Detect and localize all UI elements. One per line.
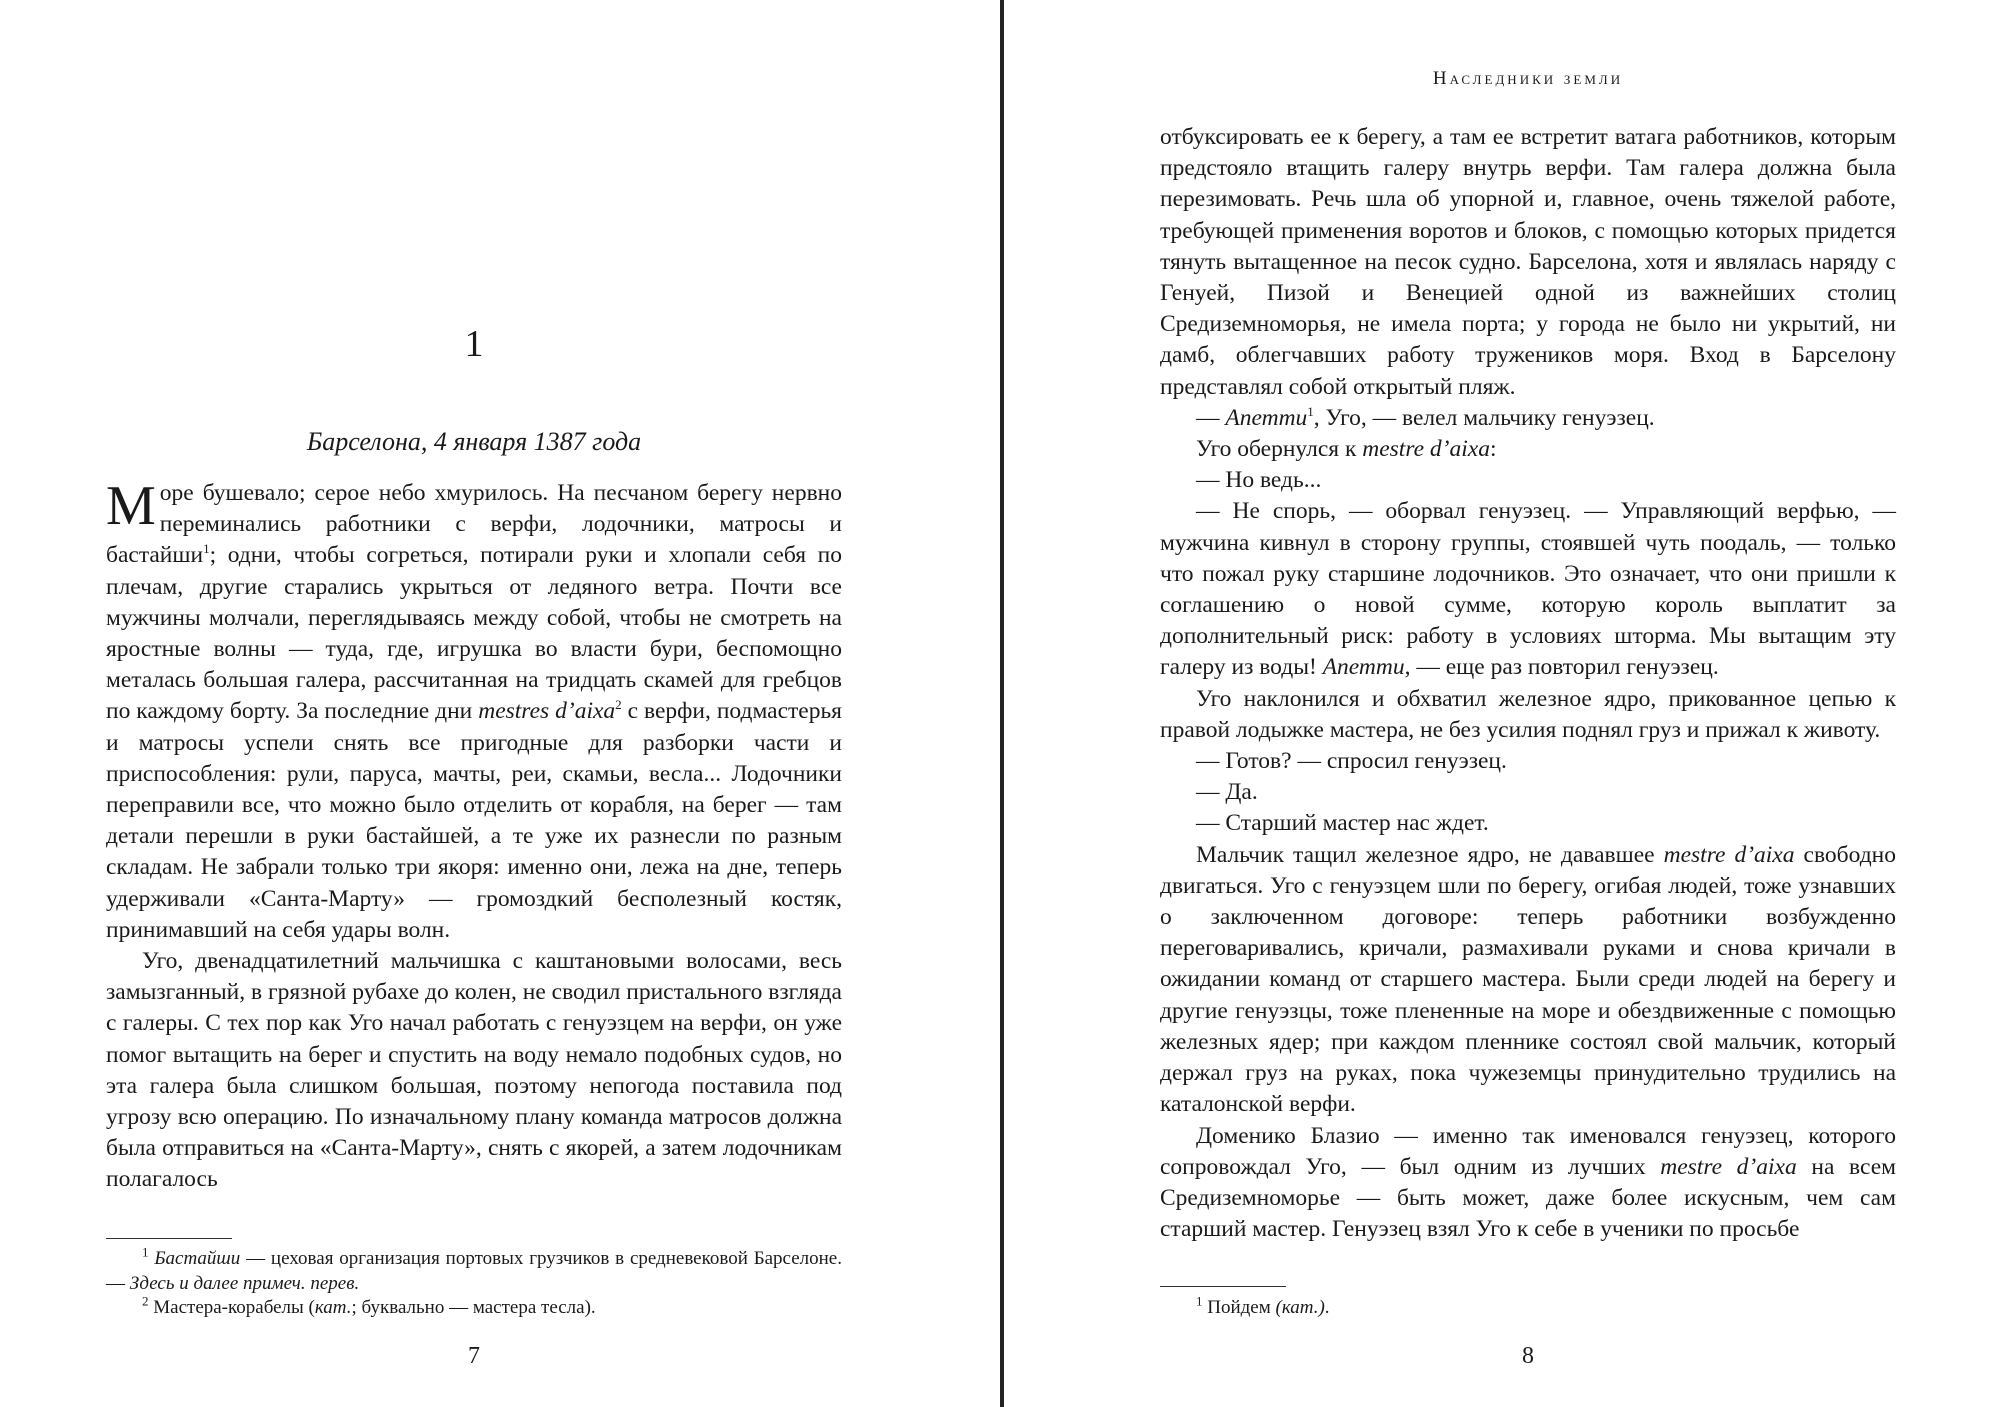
footnote-ref: 2: [615, 697, 622, 713]
page-number: 8: [1522, 1343, 1534, 1369]
paragraph: Мальчик тащил железное ядро, не дававшее mestre d’aixa свободно двигаться. Уго с генуэзцем шли по берегу, огибая людей, тоже узнавших о заключенном договоре: теперь работники возбужденно переговаривались, кричали, размахивали руками и снова кричали в ожидании команд от старшего мастера. Были среди людей на берегу и другие генуэзцы, тоже плененные на море и обездвиженные с помощью железных ядер; при каждом пленнике состоял свой мальчик, который держал груз на руках, пока чужеземцы принудительно трудились на каталонской верфи.: [1160, 841, 1896, 1118]
paragraph: отбуксировать ее к берегу, а там ее встретит ватага работников, которым предстояло втащить галеру внутрь верфи. Там галера должна была перезимовать. Речь шла об упорной и, главное, очень тяжелой работе, требующей применения воротов и блоков, с помощью которых придется тянуть вытащенное на песок судно. Барселона, хотя и являлась наряду с Генуей, Пизой и Венецией одной из важнейших столиц Средиземноморья, не имела порта; у города не было ни укрытий, ни дамб, облегчавших работу тружеников моря. Вход в Барселону представлял собой открытый пляж.: [1160, 124, 1896, 400]
left-body-text: [106, 475, 842, 1196]
right-body-text: [1160, 122, 1896, 1245]
book-spine: [1000, 0, 1004, 1407]
paragraph: Уго наклонился и обхватил железное ядро, прикованное цепью к правой лодыжке мастера, не без усилия поднял груз и прижал к животу.: [1160, 685, 1896, 743]
left-page: [106, 0, 842, 1407]
left-footnotes: [106, 1244, 842, 1321]
footnote-ref: 1: [203, 541, 210, 557]
running-head: Наследники земли: [1432, 68, 1624, 89]
footnote-rule: [1160, 1286, 1286, 1287]
paragraph: — Готов? — спросил генуэзец.: [1196, 748, 1507, 775]
footnote-rule: [106, 1238, 232, 1239]
paragraph: Доменико Блазио — именно так именовался генуэзец, которого сопровождал Уго, — был одним из лучших mestre d’aixa на всем Средиземноморье — быть может, даже более искусным, чем сам старший мастер. Генуэзец взял Уго к себе в ученики по просьбе: [1160, 1122, 1896, 1243]
footnote: $^1$ Пойдем (кат.).: [1196, 1293, 1330, 1318]
right-page: [1160, 0, 1896, 1407]
drop-cap: М: [106, 475, 156, 537]
paragraph: Уго обернулся к mestre d’aixa:: [1196, 436, 1497, 463]
paragraph: — Но ведь...: [1196, 467, 1322, 494]
paragraph: Море бушевало; серое небо хмурилось. На песчаном берегу нервно переминались работники с верфи, лодочники, матросы и бастайши$^1$; одни, чтобы согреться, потирали руки и хлопали себя по плечам, другие старались укрыться от ледяного ветра. Почти все мужчины молчали, переглядываясь между собой, чтобы не смотреть на яростные волны — туда, где, игрушка во власти бури, беспомощно металась большая галера, рассчитанная на тридцать скамей для гребцов по каждому борту. За последние дни mestres d’aixa$^2$ с верфи, подмастерья и матросы успели снять все пригодные для разборки части и приспособления: рули, паруса, мачты, реи, скамьи, весла... Лодочники переправили все, что можно было отделить от корабля, на берег — там детали перешли в руки бастайшей, а те уже их разнесли по разным складам. Не забрали только три якоря: именно они, лежа на дне, теперь удерживали «Санта-Марту» — громоздкий бесполезный костяк, принимавший на себя удары волн.: [106, 475, 842, 943]
paragraph: — Старший мастер нас ждет.: [1196, 810, 1489, 837]
page-number: 7: [468, 1343, 480, 1369]
footnote: $^1$ Бастайши — цеховая организация портовых грузчиков в средневековой Барселоне. — Здесь и далее примеч. перев.: [106, 1244, 842, 1294]
chapter-place-date: Барселона, 4 января 1387 года: [306, 427, 642, 456]
footnote: $^2$ Мастера-корабелы (кат.; буквально — мастера тесла).: [142, 1293, 596, 1318]
footnote-ref: 1: [1307, 404, 1314, 419]
paragraph: — Апетти$^1$, Уго, — велел мальчику генуэзец.: [1196, 404, 1655, 431]
paragraph: — Да.: [1196, 779, 1258, 806]
right-footnotes: [1160, 1293, 1896, 1321]
paragraph: — Не спорь, — оборвал генуэзец. — Управляющий верфью, — мужчина кивнул в сторону группы, стоявшей чуть поодаль, — только что пожал руку старшине лодочников. Это означает, что они пришли к соглашению о новой сумме, которую король выплатит за дополнительный риск: работу в условиях шторма. Мы вытащим эту галеру из воды! Апетти, — еще раз повторил генуэзец.: [1160, 498, 1896, 681]
chapter-number: 1: [464, 323, 484, 365]
paragraph: Уго, двенадцатилетний мальчишка с каштановыми волосами, весь замызганный, в грязной рубахе до колен, не сводил пристального взгляда с галеры. С тех пор как Уго начал работать с генуэзцем на верфи, он уже помог вытащить на берег и спустить на воду немало подобных судов, но эта галера была слишком большая, поэтому непогода поставила под угрозу всю операцию. По изначальному плану команда матросов должна была отправиться на «Санта-Марту», снять с якорей, а затем лодочникам полагалось: [106, 948, 842, 1193]
